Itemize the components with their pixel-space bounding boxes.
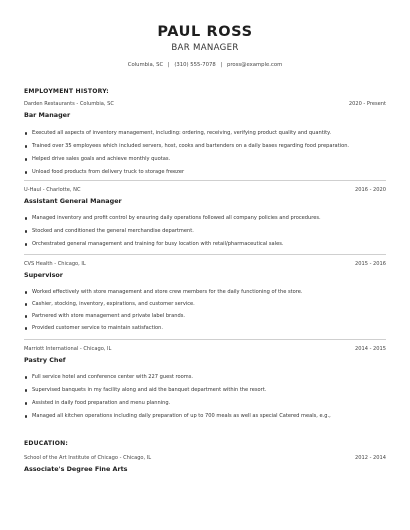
candidate-name: PAUL ROSS: [157, 24, 253, 40]
contact-location: Columbia, SC: [127, 62, 164, 68]
job-role: Supervisor: [24, 271, 63, 279]
resume-header: [0, 0, 410, 69]
job-bullet: Partnered with store management and private label brands.: [32, 313, 186, 319]
job-bullet: Supervised banquets in my facility along and aid the banquet department within the resort.: [32, 387, 267, 393]
job-bullet: Trained over 35 employees which included servers, host, cooks and bartenders on a daily bases regarding food preparation.: [32, 143, 350, 149]
contact-separator: |: [167, 62, 170, 68]
job-dates: 2014 - 2015: [354, 346, 386, 352]
contact-line: [0, 62, 410, 69]
job-entry: [24, 101, 386, 175]
job-bullet: Full service hotel and conference center with 227 guest rooms.: [32, 374, 193, 380]
employment-heading: EMPLOYMENT HISTORY:: [24, 88, 109, 95]
contact-separator: |: [220, 62, 223, 68]
job-role: Pastry Chef: [24, 356, 66, 364]
job-bullet: Managed inventory and profit control by ensuring daily operations followed all company policies and procedures.: [32, 215, 321, 221]
job-bullet: Unload food products from delivery truck to storage freezer: [32, 169, 185, 175]
job-bullet: Stocked and conditioned the general merchandise department.: [32, 228, 194, 234]
section-divider: [24, 180, 386, 181]
job-bullet: Executed all aspects of inventory management, including: ordering, receiving, verifying product quality and quantity.: [32, 130, 332, 136]
job-company: CVS Health - Chicago, IL: [24, 261, 86, 267]
education-school: School of the Art Institute of Chicago - Chicago, IL: [24, 455, 152, 461]
section-divider: [24, 339, 386, 340]
contact-email: pross@example.com: [226, 62, 283, 68]
contact-phone: (310) 555-7078: [174, 62, 216, 68]
job-bullet: Managed all kitchen operations including daily preparation of up to 700 meals as well as special Catered meals, e.g.,: [32, 413, 331, 419]
education-entry: [24, 455, 386, 473]
job-company: Marriott International - Chicago, IL: [24, 346, 112, 352]
job-entry: [24, 261, 386, 331]
job-bullet: Cashier, stocking, inventory, expirations, and customer service.: [32, 301, 195, 307]
candidate-title: BAR MANAGER: [171, 43, 239, 53]
job-bullet: Helped drive sales goals and achieve monthly quotas.: [32, 156, 171, 162]
job-bullet: Assisted in daily food preparation and menu planning.: [32, 400, 171, 406]
education-heading: EDUCATION:: [24, 440, 69, 447]
job-company: Darden Restaurants - Columbia, SC: [24, 101, 114, 107]
education-dates: 2012 - 2014: [354, 455, 386, 461]
job-bullet: Provided customer service to maintain satisfaction.: [32, 325, 163, 331]
job-dates: 2020 - Present: [348, 101, 386, 107]
section-divider: [24, 254, 386, 255]
education-degree: Associate's Degree Fine Arts: [24, 465, 128, 473]
job-role: Assistant General Manager: [24, 197, 122, 205]
job-bullet: Orchestrated general management and training for busy location with retail/pharmaceutical sales.: [32, 241, 284, 247]
job-role: Bar Manager: [24, 111, 71, 119]
job-bullet: Worked effectively with store management and store crew members for the daily functioning of the store.: [32, 289, 303, 295]
job-dates: 2016 - 2020: [354, 187, 386, 193]
job-company: U-Haul - Charlotte, NC: [24, 187, 81, 193]
job-entry: [24, 346, 386, 419]
job-entry: [24, 187, 386, 247]
job-dates: 2015 - 2016: [354, 261, 386, 267]
